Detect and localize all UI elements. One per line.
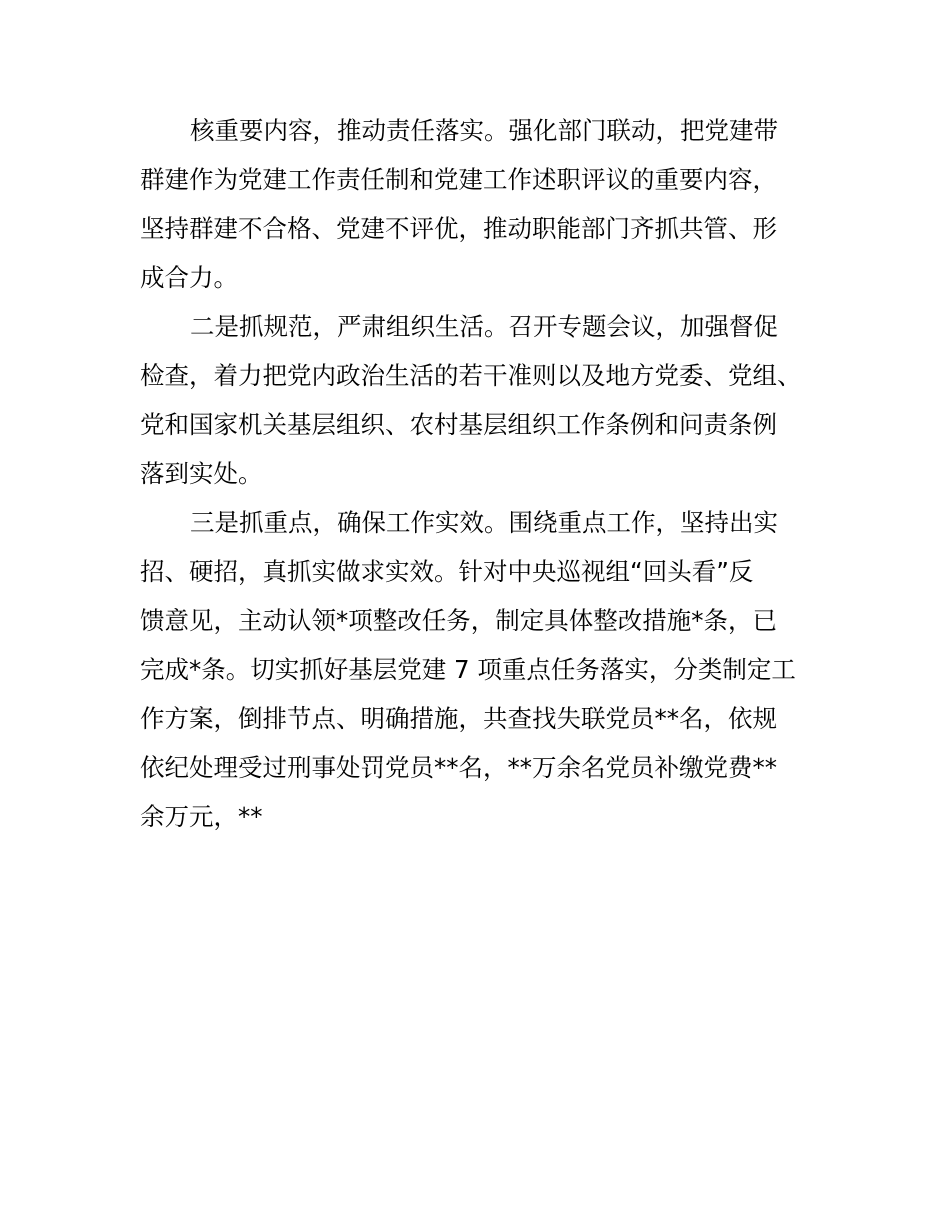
paragraph-line: 三是抓重点，确保工作实效。围绕重点工作，坚持出实	[190, 508, 778, 537]
paragraph-line: 余万元，**	[140, 802, 263, 831]
paragraph-line: 招、硬招，真抓实做求实效。针对中央巡视组“回头看”反	[140, 557, 754, 586]
paragraph-line: 党和国家机关基层组织、农村基层组织工作条例和问责条例	[140, 410, 777, 439]
paragraph-line: 坚持群建不合格、党建不评优，推动职能部门齐抓共管、形	[140, 214, 777, 243]
paragraph-line: 依纪处理受过刑事处罚党员**名，**万余名党员补缴党费**	[140, 753, 777, 782]
paragraph-line: 落到实处。	[140, 459, 263, 488]
paragraph-line: 核重要内容，推动责任落实。强化部门联动，把党建带	[190, 116, 778, 145]
paragraph-line: 完成*条。切实抓好基层党建 7 项重点任务落实，分类制定工	[140, 655, 796, 684]
paragraph-line: 二是抓规范，严肃组织生活。召开专题会议，加强督促	[190, 312, 778, 341]
paragraph-line: 作方案，倒排节点、明确措施，共查找失联党员**名，依规	[140, 704, 777, 733]
paragraph-line: 馈意见，主动认领*项整改任务，制定具体整改措施*条，已	[140, 606, 777, 635]
paragraph-line: 成合力。	[140, 263, 238, 292]
paragraph-line: 检查，着力把党内政治生活的若干准则以及地方党委、党组、	[140, 361, 802, 390]
document-body	[140, 106, 810, 841]
paragraph-line: 群建作为党建工作责任制和党建工作述职评议的重要内容，	[140, 165, 777, 194]
